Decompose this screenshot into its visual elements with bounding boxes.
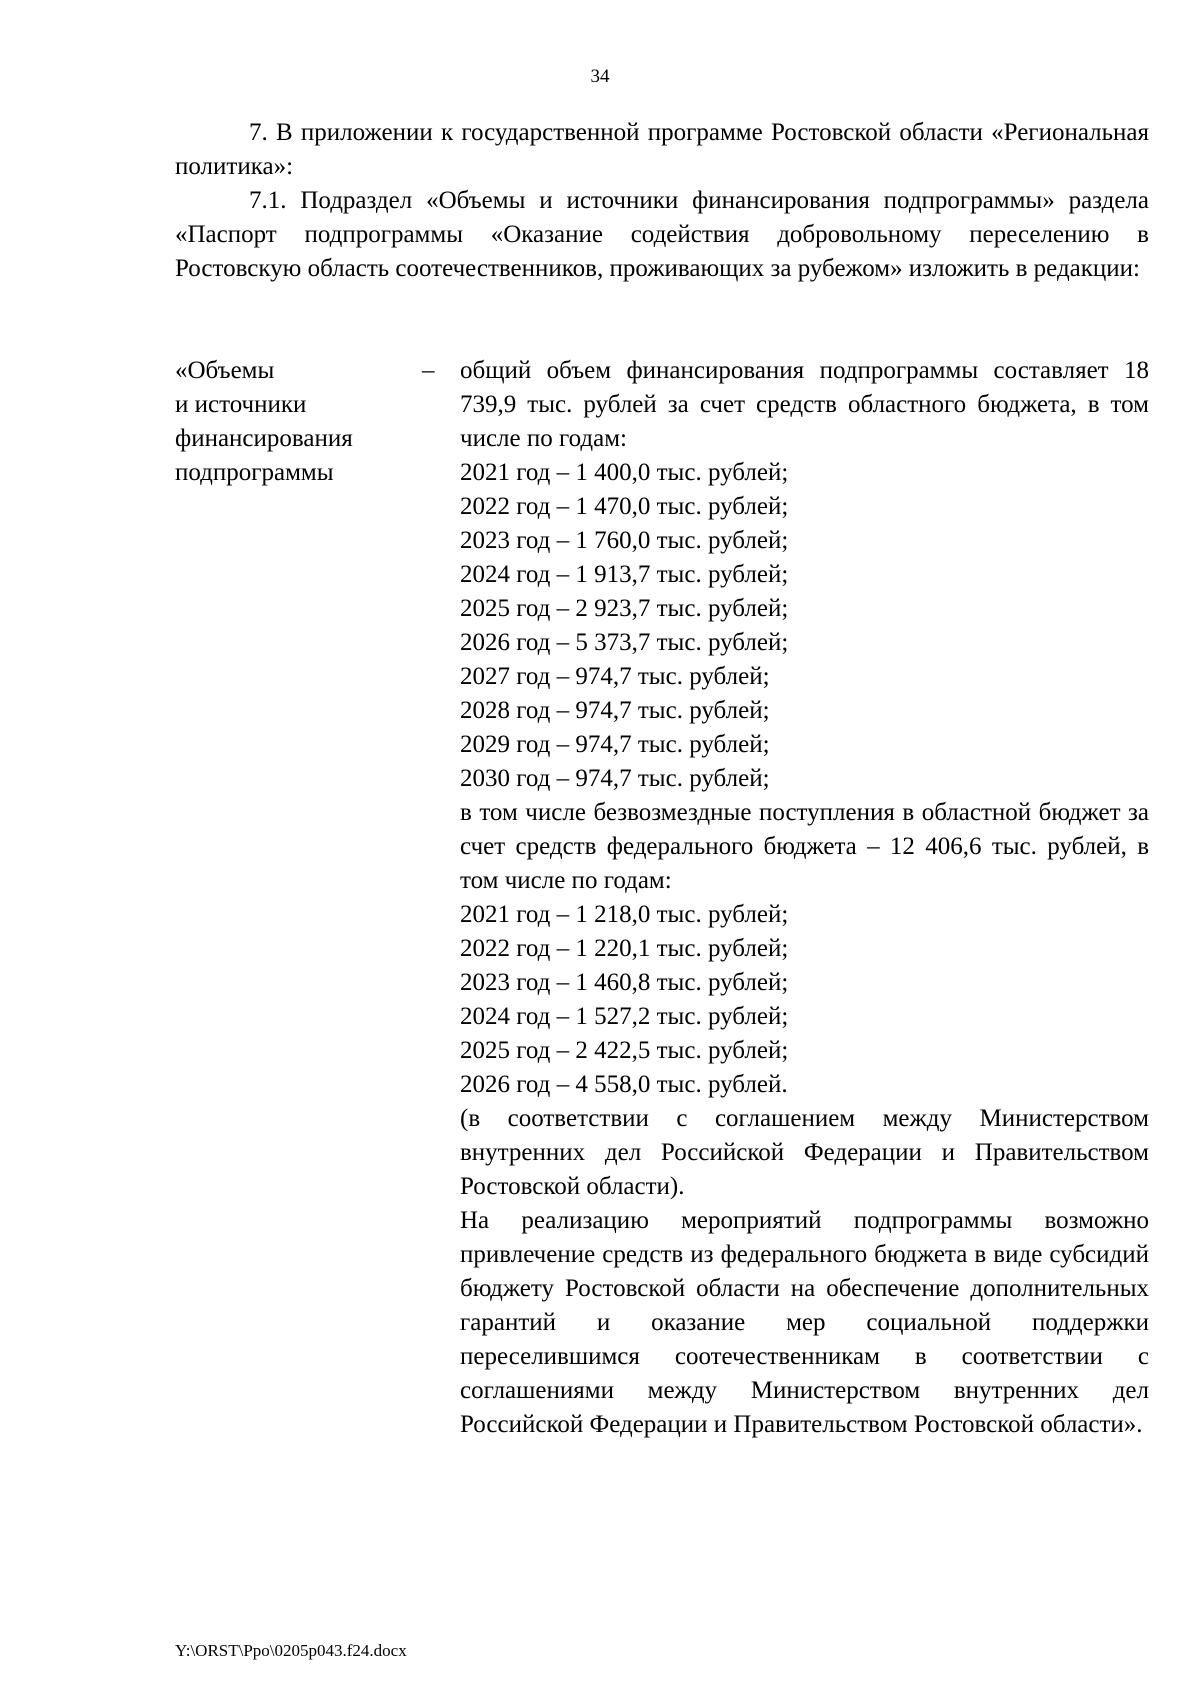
regional-year-item: 2029 год – 974,7 тыс. рублей; — [460, 731, 770, 758]
amendment-intro — [175, 116, 1149, 286]
passport-dash: – — [422, 357, 435, 384]
page-number: 34 — [590, 66, 610, 87]
footer-file-path: Y:\ORST\Ppo\0205p043.f24.docx — [175, 1641, 407, 1660]
federal-year-list — [460, 898, 1149, 1102]
total-funding-text: общий объем финансирования подпрограммы составляет 18 739,9 тыс. рублей за счет средств областного бюджета, в том числе по годам: — [460, 357, 1149, 452]
federal-year-item: 2022 год – 1 220,1 тыс. рублей; — [460, 935, 789, 962]
regional-year-item: 2022 год – 1 470,0 тыс. рублей; — [460, 493, 789, 520]
regional-year-item: 2027 год – 974,7 тыс. рублей; — [460, 663, 770, 690]
passport-label — [175, 354, 395, 490]
federal-year-item: 2023 год – 1 460,8 тыс. рублей; — [460, 969, 789, 996]
item-7-1-paragraph: 7.1. Подраздел «Объемы и источники финансирования подпрограммы» раздела «Паспорт подпрограммы «Оказание содействия добровольному переселению в Ростовскую область соотечественников, проживающих за рубежом» изложить в редакции: — [175, 187, 1149, 282]
regional-year-item: 2025 год – 2 923,7 тыс. рублей; — [460, 595, 789, 622]
federal-year-item: 2025 год – 2 422,5 тыс. рублей; — [460, 1037, 789, 1064]
agreement-note: (в соответствии с соглашением между Министерством внутренних дел Российской Федерации и Правительством Ростовской области). — [460, 1105, 1149, 1200]
passport-label-line: и источники — [175, 391, 307, 418]
federal-year-item: 2021 год – 1 218,0 тыс. рублей; — [460, 901, 789, 928]
regional-year-list — [460, 456, 1149, 796]
passport-label-line: «Объемы — [175, 357, 275, 384]
passport-label-line: подпрограммы — [175, 459, 334, 486]
additional-funding-text: На реализацию мероприятий подпрограммы возможно привлечение средств из федерального бюджета в виде субсидий бюджету Ростовской области на обеспечение дополнительных гарантий и оказание мер социальной поддержки переселившимся соотечественникам в соответствии с соглашениями между Министерством внутренних дел Российской Федерации и Правительством Ростовской области». — [460, 1207, 1149, 1438]
federal-year-item: 2024 год – 1 527,2 тыс. рублей; — [460, 1003, 789, 1030]
regional-year-item: 2024 год – 1 913,7 тыс. рублей; — [460, 561, 789, 588]
regional-year-item: 2021 год – 1 400,0 тыс. рублей; — [460, 459, 789, 486]
item-7-paragraph: 7. В приложении к государственной программе Ростовской области «Региональная политика»: — [175, 119, 1149, 180]
passport-label-line: финансирования — [175, 425, 353, 452]
federal-year-item: 2026 год – 4 558,0 тыс. рублей. — [460, 1071, 788, 1098]
regional-year-item: 2026 год – 5 373,7 тыс. рублей; — [460, 629, 789, 656]
federal-funding-intro: в том числе безвозмездные поступления в областной бюджет за счет средств федерального бюджета – 12 406,6 тыс. рублей, в том числе по годам: — [460, 799, 1149, 894]
regional-year-item: 2030 год – 974,7 тыс. рублей; — [460, 765, 770, 792]
regional-year-item: 2028 год – 974,7 тыс. рублей; — [460, 697, 770, 724]
regional-year-item: 2023 год – 1 760,0 тыс. рублей; — [460, 527, 789, 554]
passport-content — [460, 354, 1149, 1442]
